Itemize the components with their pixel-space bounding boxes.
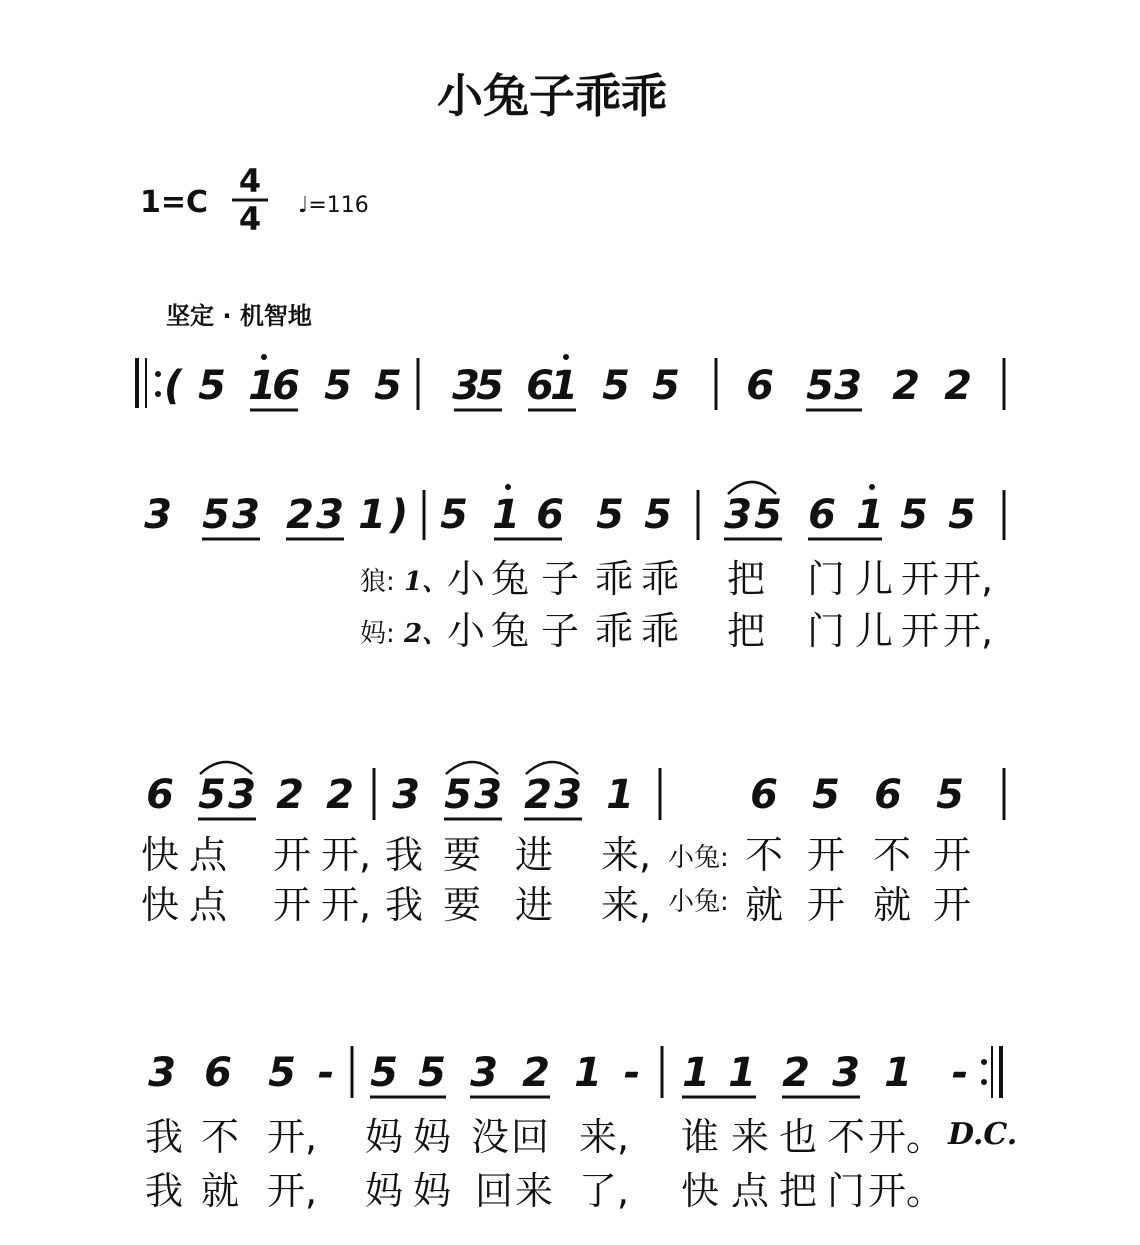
lyric: 点 <box>730 1169 770 1213</box>
note: 5 <box>602 363 630 409</box>
lyric: 了, <box>578 1169 630 1213</box>
verse2-role-label: 妈: <box>360 619 395 649</box>
dash: - <box>317 1050 335 1096</box>
note: 2 <box>326 772 354 818</box>
lyric: 妈 <box>364 1115 404 1159</box>
row3-lyrics-verse2 <box>141 883 971 927</box>
lyric: 妈 <box>364 1169 404 1213</box>
lyric: 开 <box>272 833 312 877</box>
lyric: 兔 <box>490 557 530 601</box>
note: 3 <box>452 363 480 409</box>
note: 5 <box>370 1050 398 1096</box>
lyric: 进 <box>514 833 554 877</box>
high-octave-dot <box>869 484 875 490</box>
expression-marking: 坚定 · 机智地 <box>166 302 312 330</box>
note: 5 <box>268 1050 296 1096</box>
high-octave-dot <box>563 354 569 360</box>
note: 2 <box>276 772 304 818</box>
lyric: 我 <box>384 883 424 927</box>
lyric: 把 <box>778 1169 818 1213</box>
note: 3 <box>232 492 260 538</box>
note: 1 <box>248 363 276 409</box>
note: 5 <box>418 1050 446 1096</box>
note: 5 <box>948 492 976 538</box>
lyric: 来, <box>578 1115 630 1159</box>
row-2 <box>144 482 1004 653</box>
lyric: 来 <box>730 1115 770 1159</box>
lyric: 就 <box>872 883 912 927</box>
lyric: 乖 <box>640 557 680 601</box>
lyric: 回 <box>474 1169 514 1213</box>
lyric: 子 <box>540 609 580 653</box>
note: 5 <box>806 363 834 409</box>
lyric: 我 <box>144 1115 184 1159</box>
note: 3 <box>228 772 256 818</box>
time-signature-bottom: 4 <box>238 200 262 238</box>
lyric: 乖 <box>640 609 680 653</box>
lyric: 要 <box>442 883 482 927</box>
note: 5 <box>644 492 672 538</box>
high-octave-dot <box>505 484 511 490</box>
note: 1 <box>358 492 386 538</box>
note: 3 <box>392 772 420 818</box>
lyric: 开, <box>266 1115 318 1159</box>
lyric: 进 <box>514 883 554 927</box>
repeat-dot <box>981 1059 987 1065</box>
row4-lyrics-verse2 <box>145 1169 944 1213</box>
lyric: 儿 <box>854 609 894 653</box>
lyric: 开 <box>900 609 940 653</box>
lyric: 就 <box>200 1169 240 1213</box>
repeat-dot <box>155 371 161 377</box>
lyric: 来, <box>600 883 652 927</box>
repeat-dot <box>155 391 161 397</box>
lyric: 开, <box>266 1169 318 1213</box>
lyric: 开, <box>942 609 994 653</box>
lyric: 没 <box>470 1115 510 1159</box>
note: 5 <box>754 492 782 538</box>
row-1 <box>137 354 1004 410</box>
lyric: 开, <box>320 883 372 927</box>
lyric: 我 <box>144 1169 184 1213</box>
note: 2 <box>892 363 920 409</box>
note: 2 <box>944 363 972 409</box>
note: 1 <box>606 772 634 818</box>
lyric: 门 <box>806 557 846 601</box>
lyric: 就 <box>744 883 784 927</box>
note: 3 <box>470 1050 498 1096</box>
note: 6 <box>272 363 300 409</box>
lyric: 开 <box>806 883 846 927</box>
lyric: 开 <box>900 557 940 601</box>
verse1-number: 1、 <box>404 567 449 597</box>
note: 3 <box>554 772 582 818</box>
tempo-marking: ♩=116 <box>298 193 369 218</box>
lyric: 妈 <box>412 1115 452 1159</box>
note: 5 <box>596 492 624 538</box>
note: 5 <box>812 772 840 818</box>
row2-lyrics-verse1 <box>447 557 993 601</box>
high-octave-dot <box>261 354 267 360</box>
note: 6 <box>204 1050 232 1096</box>
lyric: 儿 <box>854 557 894 601</box>
lyric: 开, <box>942 557 994 601</box>
dash: - <box>951 1050 969 1096</box>
note: 5 <box>652 363 680 409</box>
note: 6 <box>146 772 174 818</box>
da-capo-marking: D.C. <box>948 1117 1018 1152</box>
note: 3 <box>724 492 752 538</box>
note: 1 <box>884 1050 912 1096</box>
lyric: 不 <box>744 833 784 877</box>
note: 1 <box>728 1050 756 1096</box>
lyric: 点 <box>188 883 228 927</box>
lyric: 快 <box>140 883 180 927</box>
row4-lyrics-verse1 <box>145 1115 1017 1159</box>
note: 5 <box>476 363 504 409</box>
lyric: 开, <box>320 833 372 877</box>
lyric: 来 <box>514 1169 554 1213</box>
lyric: 小 <box>446 557 486 601</box>
lyric: 把 <box>726 557 766 601</box>
lyric: 不 <box>826 1115 866 1159</box>
lyric: 门 <box>806 609 846 653</box>
note: 1 <box>550 363 578 409</box>
note: 6 <box>536 492 564 538</box>
note: 2 <box>522 1050 550 1096</box>
lyric: 也 <box>778 1115 818 1159</box>
close-parenthesis: ) <box>390 492 409 538</box>
song-title: 小兔子乖乖 <box>437 69 667 123</box>
note: 2 <box>286 492 314 538</box>
speaker-label: 小兔: <box>668 843 729 873</box>
lyric: 开 <box>932 833 972 877</box>
lyric: 谁 <box>680 1115 720 1159</box>
lyric: 乖 <box>594 557 634 601</box>
note: 3 <box>834 363 862 409</box>
note: 5 <box>198 772 226 818</box>
lyric: 回 <box>510 1115 550 1159</box>
note: 1 <box>574 1050 602 1096</box>
lyric: 来, <box>600 833 652 877</box>
key-signature: 1=C <box>140 185 209 220</box>
note: 3 <box>148 1050 176 1096</box>
lyric: 乖 <box>594 609 634 653</box>
repeat-dot <box>981 1079 987 1085</box>
note: 5 <box>198 363 226 409</box>
note: 2 <box>782 1050 810 1096</box>
note: 6 <box>750 772 778 818</box>
row2-lyrics-verse2 <box>447 609 993 653</box>
note: 3 <box>474 772 502 818</box>
note: 3 <box>316 492 344 538</box>
note: 5 <box>374 363 402 409</box>
lyric: 开 <box>272 883 312 927</box>
lyric: 开。 <box>867 1115 945 1159</box>
lyric: 要 <box>442 833 482 877</box>
time-signature-top: 4 <box>238 162 262 200</box>
lyric: 兔 <box>490 609 530 653</box>
note: 5 <box>444 772 472 818</box>
lyric: 点 <box>188 833 228 877</box>
note: 1 <box>856 492 884 538</box>
row3-lyrics-verse1 <box>141 833 971 877</box>
verse1-role-label: 狼: <box>360 567 395 597</box>
note: 2 <box>524 772 552 818</box>
open-parenthesis: ( <box>164 363 183 409</box>
note: 3 <box>144 492 172 538</box>
speaker-label: 小兔: <box>668 887 729 917</box>
note: 1 <box>682 1050 710 1096</box>
dash: - <box>623 1050 641 1096</box>
row-4 <box>145 1046 1017 1213</box>
lyric: 把 <box>726 609 766 653</box>
lyric: 门 <box>826 1169 866 1213</box>
note: 5 <box>936 772 964 818</box>
note: 1 <box>492 492 520 538</box>
note: 6 <box>874 772 902 818</box>
note: 6 <box>808 492 836 538</box>
lyric: 开 <box>932 883 972 927</box>
row-3 <box>141 762 1004 927</box>
lyric: 快 <box>140 833 180 877</box>
lyric: 不 <box>872 833 912 877</box>
note: 6 <box>526 363 554 409</box>
lyric: 快 <box>680 1169 720 1213</box>
lyric: 子 <box>540 557 580 601</box>
lyric: 开。 <box>867 1169 945 1213</box>
lyric: 不 <box>200 1115 240 1159</box>
verse2-number: 2、 <box>404 619 449 649</box>
lyric: 我 <box>384 833 424 877</box>
note: 6 <box>746 363 774 409</box>
note: 5 <box>324 363 352 409</box>
note: 5 <box>440 492 468 538</box>
note: 5 <box>900 492 928 538</box>
lyric: 小 <box>446 609 486 653</box>
note: 3 <box>832 1050 860 1096</box>
note: 5 <box>202 492 230 538</box>
lyric: 开 <box>806 833 846 877</box>
lyric: 妈 <box>412 1169 452 1213</box>
